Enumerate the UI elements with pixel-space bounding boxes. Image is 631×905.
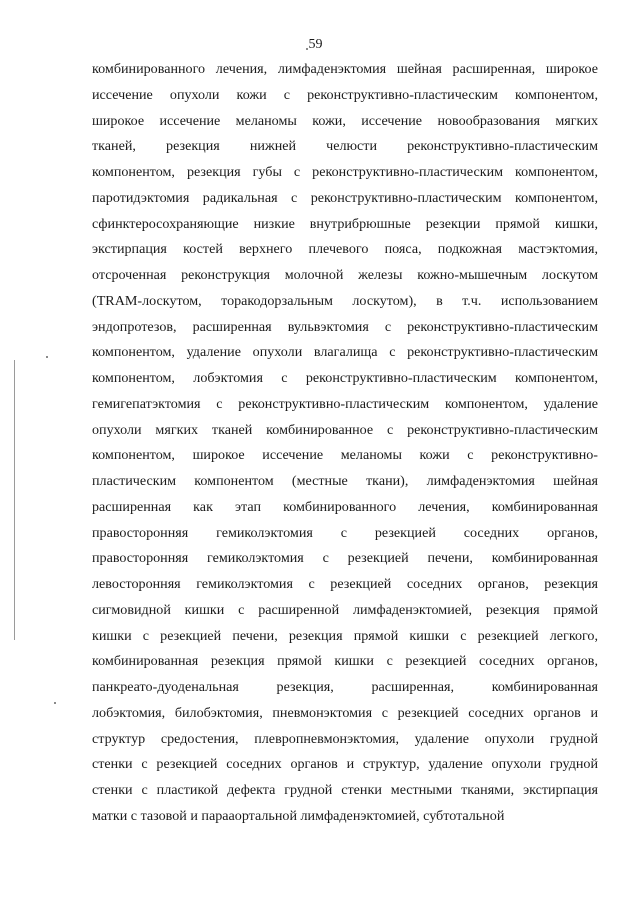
text-line: иссечение опухоли кожи с реконструктивно-пластическим компонентом, — [92, 86, 598, 103]
text-line: комбинированного лечения, лимфаденэктомия шейная расширенная, широкое — [92, 61, 598, 77]
text-line: лобэктомия, билобэктомия, пневмонэктомия с резекцией соседних органов и — [92, 704, 598, 721]
text-line: компонентом, удаление опухоли влагалища с реконструктивно-пластическим — [92, 344, 598, 361]
text-line: правосторонняя гемиколэктомия с резекцией соседних органов, — [92, 524, 598, 541]
text-line: гемигепатэктомия с реконструктивно-пластическим компонентом, удаление — [92, 395, 598, 412]
text-line: широкое иссечение меланомы кожи, иссечение новообразования мягких — [92, 112, 598, 129]
scan-edge-line — [14, 360, 15, 640]
page-number: 59 — [308, 37, 323, 52]
scan-speck — [46, 356, 48, 358]
text-line: структур средостения, плевропневмонэктомия, удаление опухоли грудной — [92, 730, 598, 747]
text-line: правосторонняя гемиколэктомия с резекцией печени, комбинированная — [92, 550, 598, 567]
text-line: сфинктеросохраняющие низкие внутрибрюшные резекции прямой кишки, — [92, 215, 598, 232]
text-line: отсроченная реконструкция молочной железы кожно-мышечным лоскутом — [92, 267, 598, 283]
text-line: пластическим компонентом (местные ткани), лимфаденэктомия шейная — [92, 473, 598, 489]
text-line: стенки с пластикой дефекта грудной стенки местными тканями, экстирпация — [92, 782, 598, 798]
text-line: паротидэктомия радикальная с реконструктивно-пластическим компонентом, — [92, 189, 598, 206]
body-text — [92, 57, 598, 830]
scan-speck — [54, 702, 56, 704]
text-line: компонентом, широкое иссечение меланомы кожи с реконструктивно- — [92, 447, 598, 464]
text-line: компонентом, резекция губы с реконструктивно-пластическим компонентом, — [92, 164, 598, 180]
text-line: (TRAM-лоскутом, торакодорзальным лоскутом), в т.ч. использованием — [92, 292, 598, 309]
text-line: компонентом, лобэктомия с реконструктивно-пластическим компонентом, — [92, 370, 598, 386]
text-line: сигмовидной кишки с расширенной лимфаденэктомией, резекция прямой — [92, 601, 598, 618]
text-line: стенки с резекцией соседних органов и структур, удаление опухоли грудной — [92, 756, 598, 773]
text-line: тканей, резекция нижней челюсти реконструктивно-пластическим — [92, 138, 598, 155]
text-line: левосторонняя гемиколэктомия с резекцией соседних органов, резекция — [92, 576, 598, 592]
text-line: панкреато-дуоденальная резекция, расширенная, комбинированная — [92, 679, 598, 695]
text-line: комбинированная резекция прямой кишки с резекцией соседних органов, — [92, 653, 598, 670]
text-line: экстирпация костей верхнего плечевого пояса, подкожная мастэктомия, — [92, 241, 598, 258]
text-line: расширенная как этап комбинированного лечения, комбинированная — [92, 498, 598, 515]
text-line: эндопротезов, расширенная вульвэктомия с реконструктивно-пластическим — [92, 318, 598, 335]
text-line: матки с тазовой и парааортальной лимфаденэктомией, субтотальной — [92, 807, 505, 824]
text-line: кишки с резекцией печени, резекция прямой кишки с резекцией легкого, — [92, 627, 598, 644]
text-line: опухоли мягких тканей комбинированное с реконструктивно-пластическим — [92, 421, 598, 438]
